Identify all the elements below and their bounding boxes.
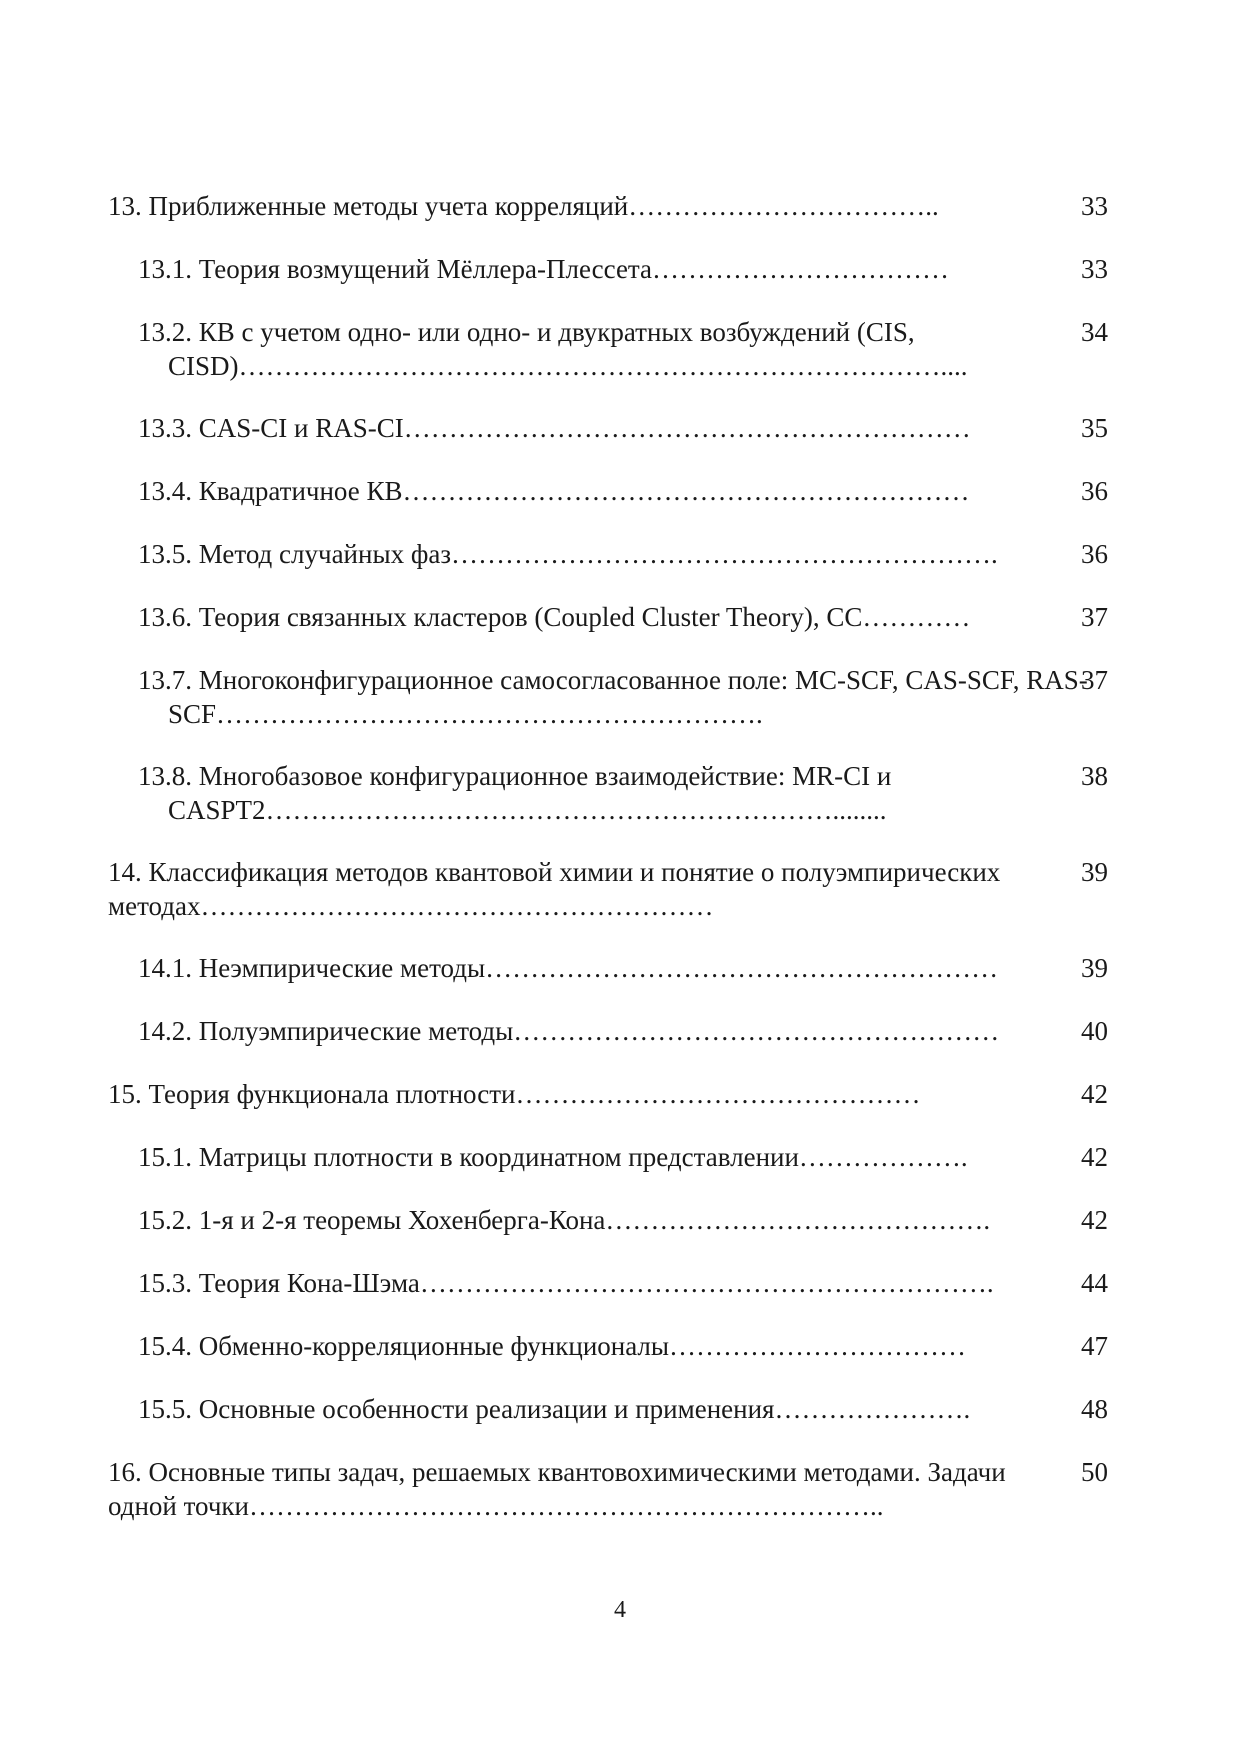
toc-entry-page: 40 <box>1081 1016 1108 1046</box>
toc-entry <box>108 474 1108 508</box>
toc-entry-title: 15. Теория функционала плотности……………………………………… <box>108 1079 921 1109</box>
toc-entry-title: 15.5. Основные особенности реализации и применения…………………. <box>138 1394 971 1424</box>
toc-entry <box>108 1014 1108 1048</box>
toc-entry-page: 38 <box>1081 761 1108 791</box>
toc-entry-page: 39 <box>1081 953 1108 983</box>
toc-entry-title: 13.5. Метод случайных фаз……………………………………………………. <box>138 539 998 569</box>
page-number: 4 <box>614 1597 626 1623</box>
toc-entry <box>108 1392 1108 1426</box>
toc-entry-title: 15.4. Обменно-корреляционные функционалы…………………………… <box>138 1331 967 1361</box>
toc-entry-title: 14.1. Неэмпирические методы………………………………………………… <box>138 953 999 983</box>
toc-entry <box>108 855 1108 923</box>
toc-entry <box>108 252 1108 286</box>
toc-entry-title: 13.4. Квадратичное КВ……………………………………………………… <box>138 476 970 506</box>
toc-entry-title: 13.1. Теория возмущений Мёллера-Плессета…………………………… <box>138 254 950 284</box>
toc-entry-page: 44 <box>1081 1268 1108 1298</box>
toc-entry-title: 14. Классификация методов квантовой химии и понятие о полуэмпирических методах………………………………………………… <box>108 857 1001 921</box>
toc-entry-title: 15.1. Матрицы плотности в координатном представлении………………. <box>138 1142 968 1172</box>
toc-entry <box>108 663 1108 731</box>
toc-entry-title: 13.6. Теория связанных кластеров (Coupled Cluster Theory), CC………… <box>138 602 971 632</box>
toc-entry-title: 15.3. Теория Кона-Шэма………………………………………………………. <box>138 1268 994 1298</box>
toc-entry-title: 14.2. Полуэмпирические методы……………………………………………… <box>138 1016 1000 1046</box>
toc-entry <box>108 600 1108 634</box>
toc-entry <box>108 537 1108 571</box>
toc-entry-page: 42 <box>1081 1079 1108 1109</box>
toc-entry-page: 50 <box>1081 1457 1108 1487</box>
toc-entry <box>108 315 1108 383</box>
toc-entry-title: 16. Основные типы задач, решаемых квантовохимическими методами. Задачи одной точки…………………………………………………………….. <box>108 1457 1006 1521</box>
toc-entry-page: 33 <box>1081 254 1108 284</box>
toc-entry-page: 37 <box>1081 602 1108 632</box>
toc-entry-title: 13.3. CAS-CI и RAS-CI……………………………………………………… <box>138 413 971 443</box>
toc-entry <box>108 411 1108 445</box>
toc-entry-title: 13.7. Многоконфигурационное самосогласованное поле: MC-SCF, CAS-SCF, RAS-SCF……………………………………………………. <box>138 665 1088 729</box>
toc-entry-page: 35 <box>1081 413 1108 443</box>
toc-entry-page: 48 <box>1081 1394 1108 1424</box>
toc-entry <box>108 1266 1108 1300</box>
toc-entry <box>108 759 1108 827</box>
toc-entry-page: 36 <box>1081 476 1108 506</box>
toc-entry <box>108 1203 1108 1237</box>
toc-entry-page: 39 <box>1081 857 1108 887</box>
toc-entry-title: 13.8. Многобазовое конфигурационное взаимодействие: MR-CI и CASPT2………………………………………………………........ <box>138 761 892 825</box>
toc-entry <box>108 1077 1108 1111</box>
toc-entry <box>108 1455 1108 1523</box>
toc-entry-page: 42 <box>1081 1205 1108 1235</box>
toc-entry-title: 13.2. КВ с учетом одно- или одно- и двукратных возбуждений (CIS, CISD)…………………………………………………………………….... <box>138 317 968 381</box>
toc-entry <box>108 951 1108 985</box>
toc-entry <box>108 1140 1108 1174</box>
toc-entry-page: 33 <box>1081 191 1108 221</box>
toc-entry-title: 13. Приближенные методы учета корреляций…………………………….. <box>108 191 939 221</box>
toc-entry-page: 47 <box>1081 1331 1108 1361</box>
toc-entry <box>108 189 1108 223</box>
toc-entry-page: 36 <box>1081 539 1108 569</box>
toc-entry-page: 34 <box>1081 317 1108 347</box>
toc-entry <box>108 1329 1108 1363</box>
toc-entry-page: 42 <box>1081 1142 1108 1172</box>
toc-entry-title: 15.2. 1-я и 2-я теоремы Хохенберга-Кона……………………………………. <box>138 1205 991 1235</box>
toc-entry-page: 37 <box>1081 665 1108 695</box>
